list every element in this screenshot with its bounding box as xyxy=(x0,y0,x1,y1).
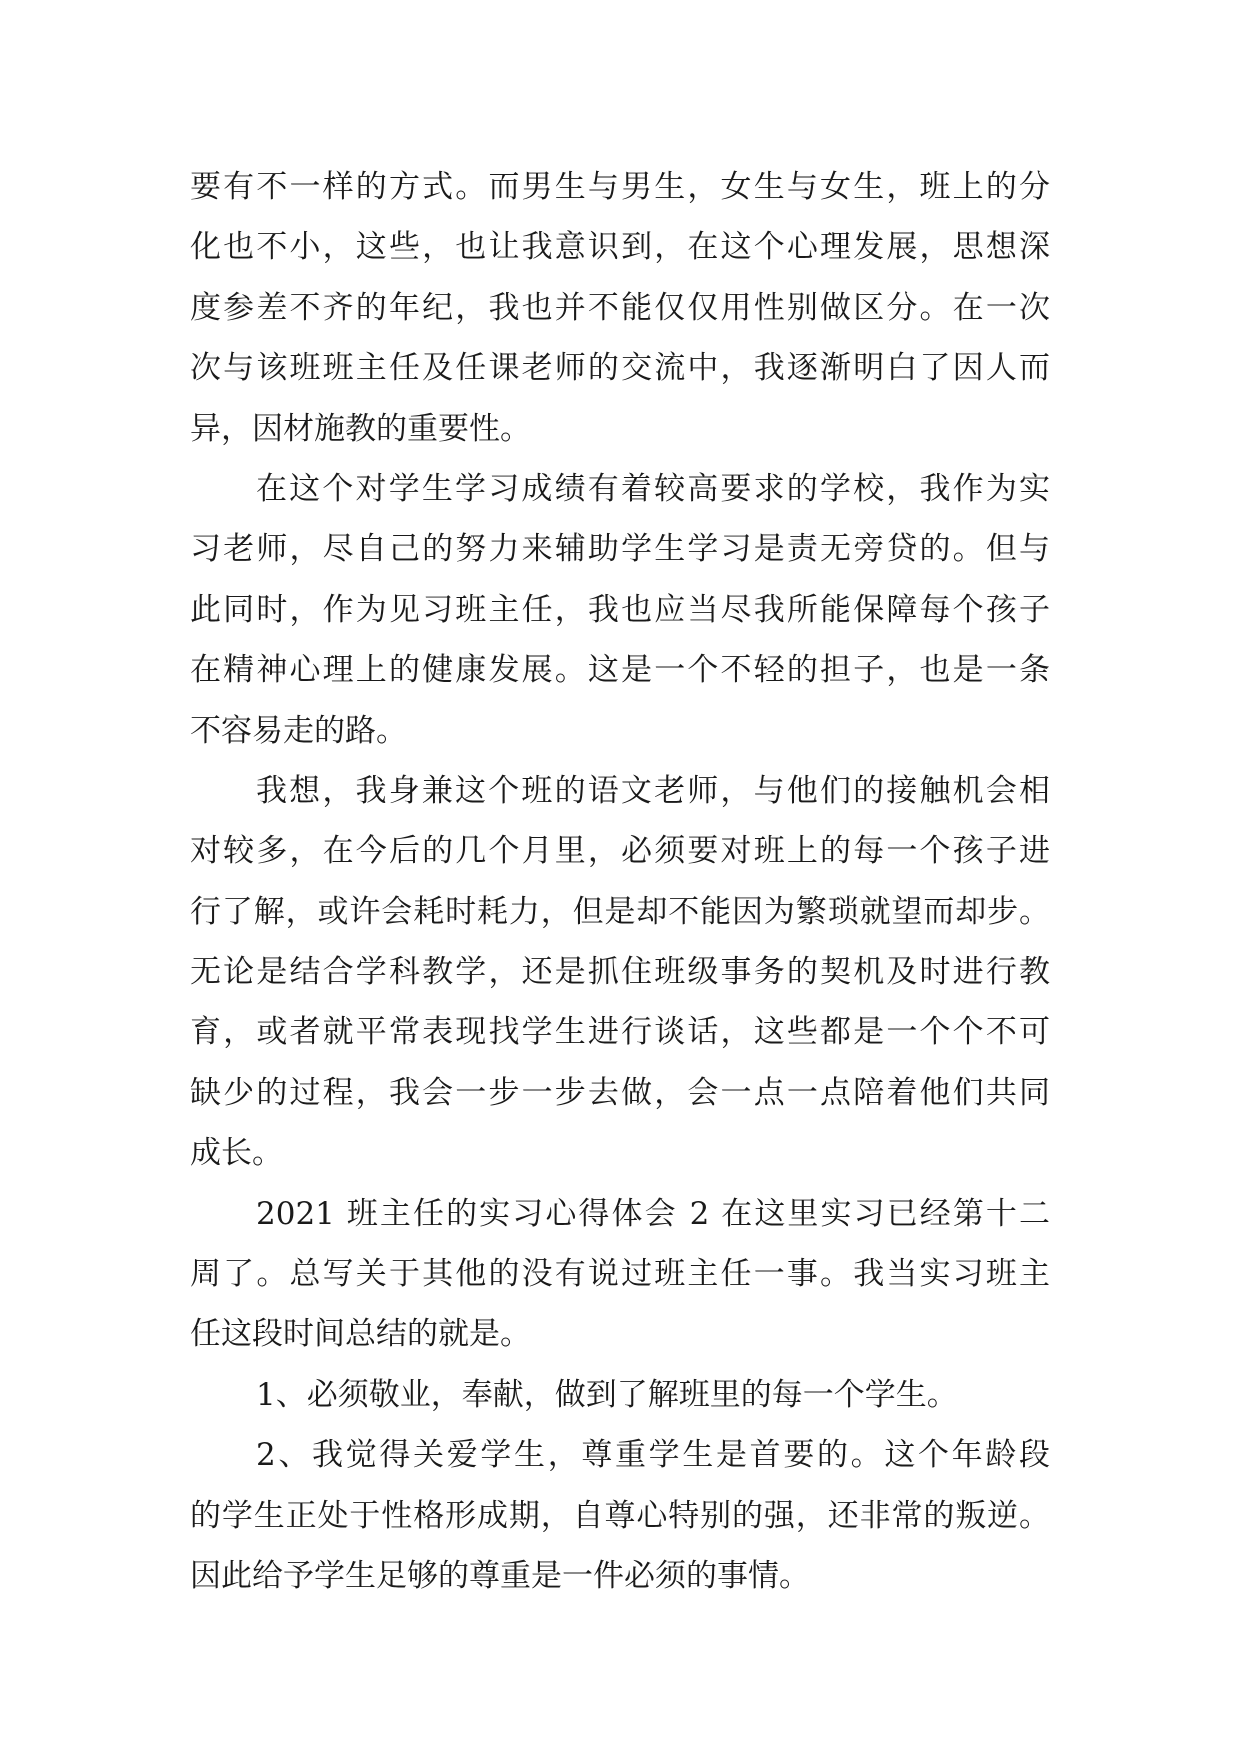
text-line: 行了解，或许会耗时耗力，但是却不能因为繁琐就望而却步。 xyxy=(190,893,1050,930)
paragraph xyxy=(190,1365,1050,1425)
paragraph xyxy=(190,157,1050,459)
text-line: 缺少的过程，我会一步一步去做，会一点一点陪着他们共同 xyxy=(190,1074,1050,1111)
text-line: 对较多，在今后的几个月里，必须要对班上的每一个孩子进 xyxy=(190,833,1050,870)
text-line: 的学生正处于性格形成期，自尊心特别的强，还非常的叛逆。 xyxy=(190,1497,1050,1534)
text-line: 在这个对学生学习成绩有着较高要求的学校，我作为实 xyxy=(256,470,1050,507)
text-line: 异，因材施教的重要性。 xyxy=(190,410,531,447)
text-line: 因此给予学生足够的尊重是一件必须的事情。 xyxy=(190,1557,810,1594)
text-line: 周了。总写关于其他的没有说过班主任一事。我当实习班主 xyxy=(190,1256,1050,1293)
paragraph xyxy=(190,1425,1050,1606)
text-line: 在精神心理上的健康发展。这是一个不轻的担子，也是一条 xyxy=(190,652,1050,689)
paragraph xyxy=(190,761,1050,1184)
text-line: 1、必须敬业，奉献，做到了解班里的每一个学生。 xyxy=(256,1376,958,1413)
text-line: 任这段时间总结的就是。 xyxy=(190,1316,531,1353)
text-line: 2021 班主任的实习心得体会 2 在这里实习已经第十二 xyxy=(256,1195,1050,1232)
text-line: 此同时，作为见习班主任，我也应当尽我所能保障每个孩子 xyxy=(190,591,1050,628)
text-line: 习老师，尽自己的努力来辅助学生学习是责无旁贷的。但与 xyxy=(190,531,1050,568)
text-line: 我想，我身兼这个班的语文老师，与他们的接触机会相 xyxy=(256,772,1050,809)
text-line: 次与该班班主任及任课老师的交流中，我逐渐明白了因人而 xyxy=(190,350,1050,387)
text-line: 2、我觉得关爱学生，尊重学生是首要的。这个年龄段 xyxy=(256,1437,1050,1474)
paragraph xyxy=(190,1184,1050,1365)
text-line: 度参差不齐的年纪，我也并不能仅仅用性别做区分。在一次 xyxy=(190,289,1050,326)
text-line: 不容易走的路。 xyxy=(190,712,407,749)
text-line: 化也不小，这些，也让我意识到，在这个心理发展，思想深 xyxy=(190,229,1050,266)
body-text xyxy=(190,157,1050,1606)
text-line: 育，或者就平常表现找学生进行谈话，这些都是一个个不可 xyxy=(190,1014,1050,1051)
paragraph xyxy=(190,459,1050,761)
text-line: 成长。 xyxy=(190,1135,283,1172)
text-line: 无论是结合学科教学，还是抓住班级事务的契机及时进行教 xyxy=(190,954,1050,991)
text-line: 要有不一样的方式。而男生与男生，女生与女生，班上的分 xyxy=(190,169,1050,205)
